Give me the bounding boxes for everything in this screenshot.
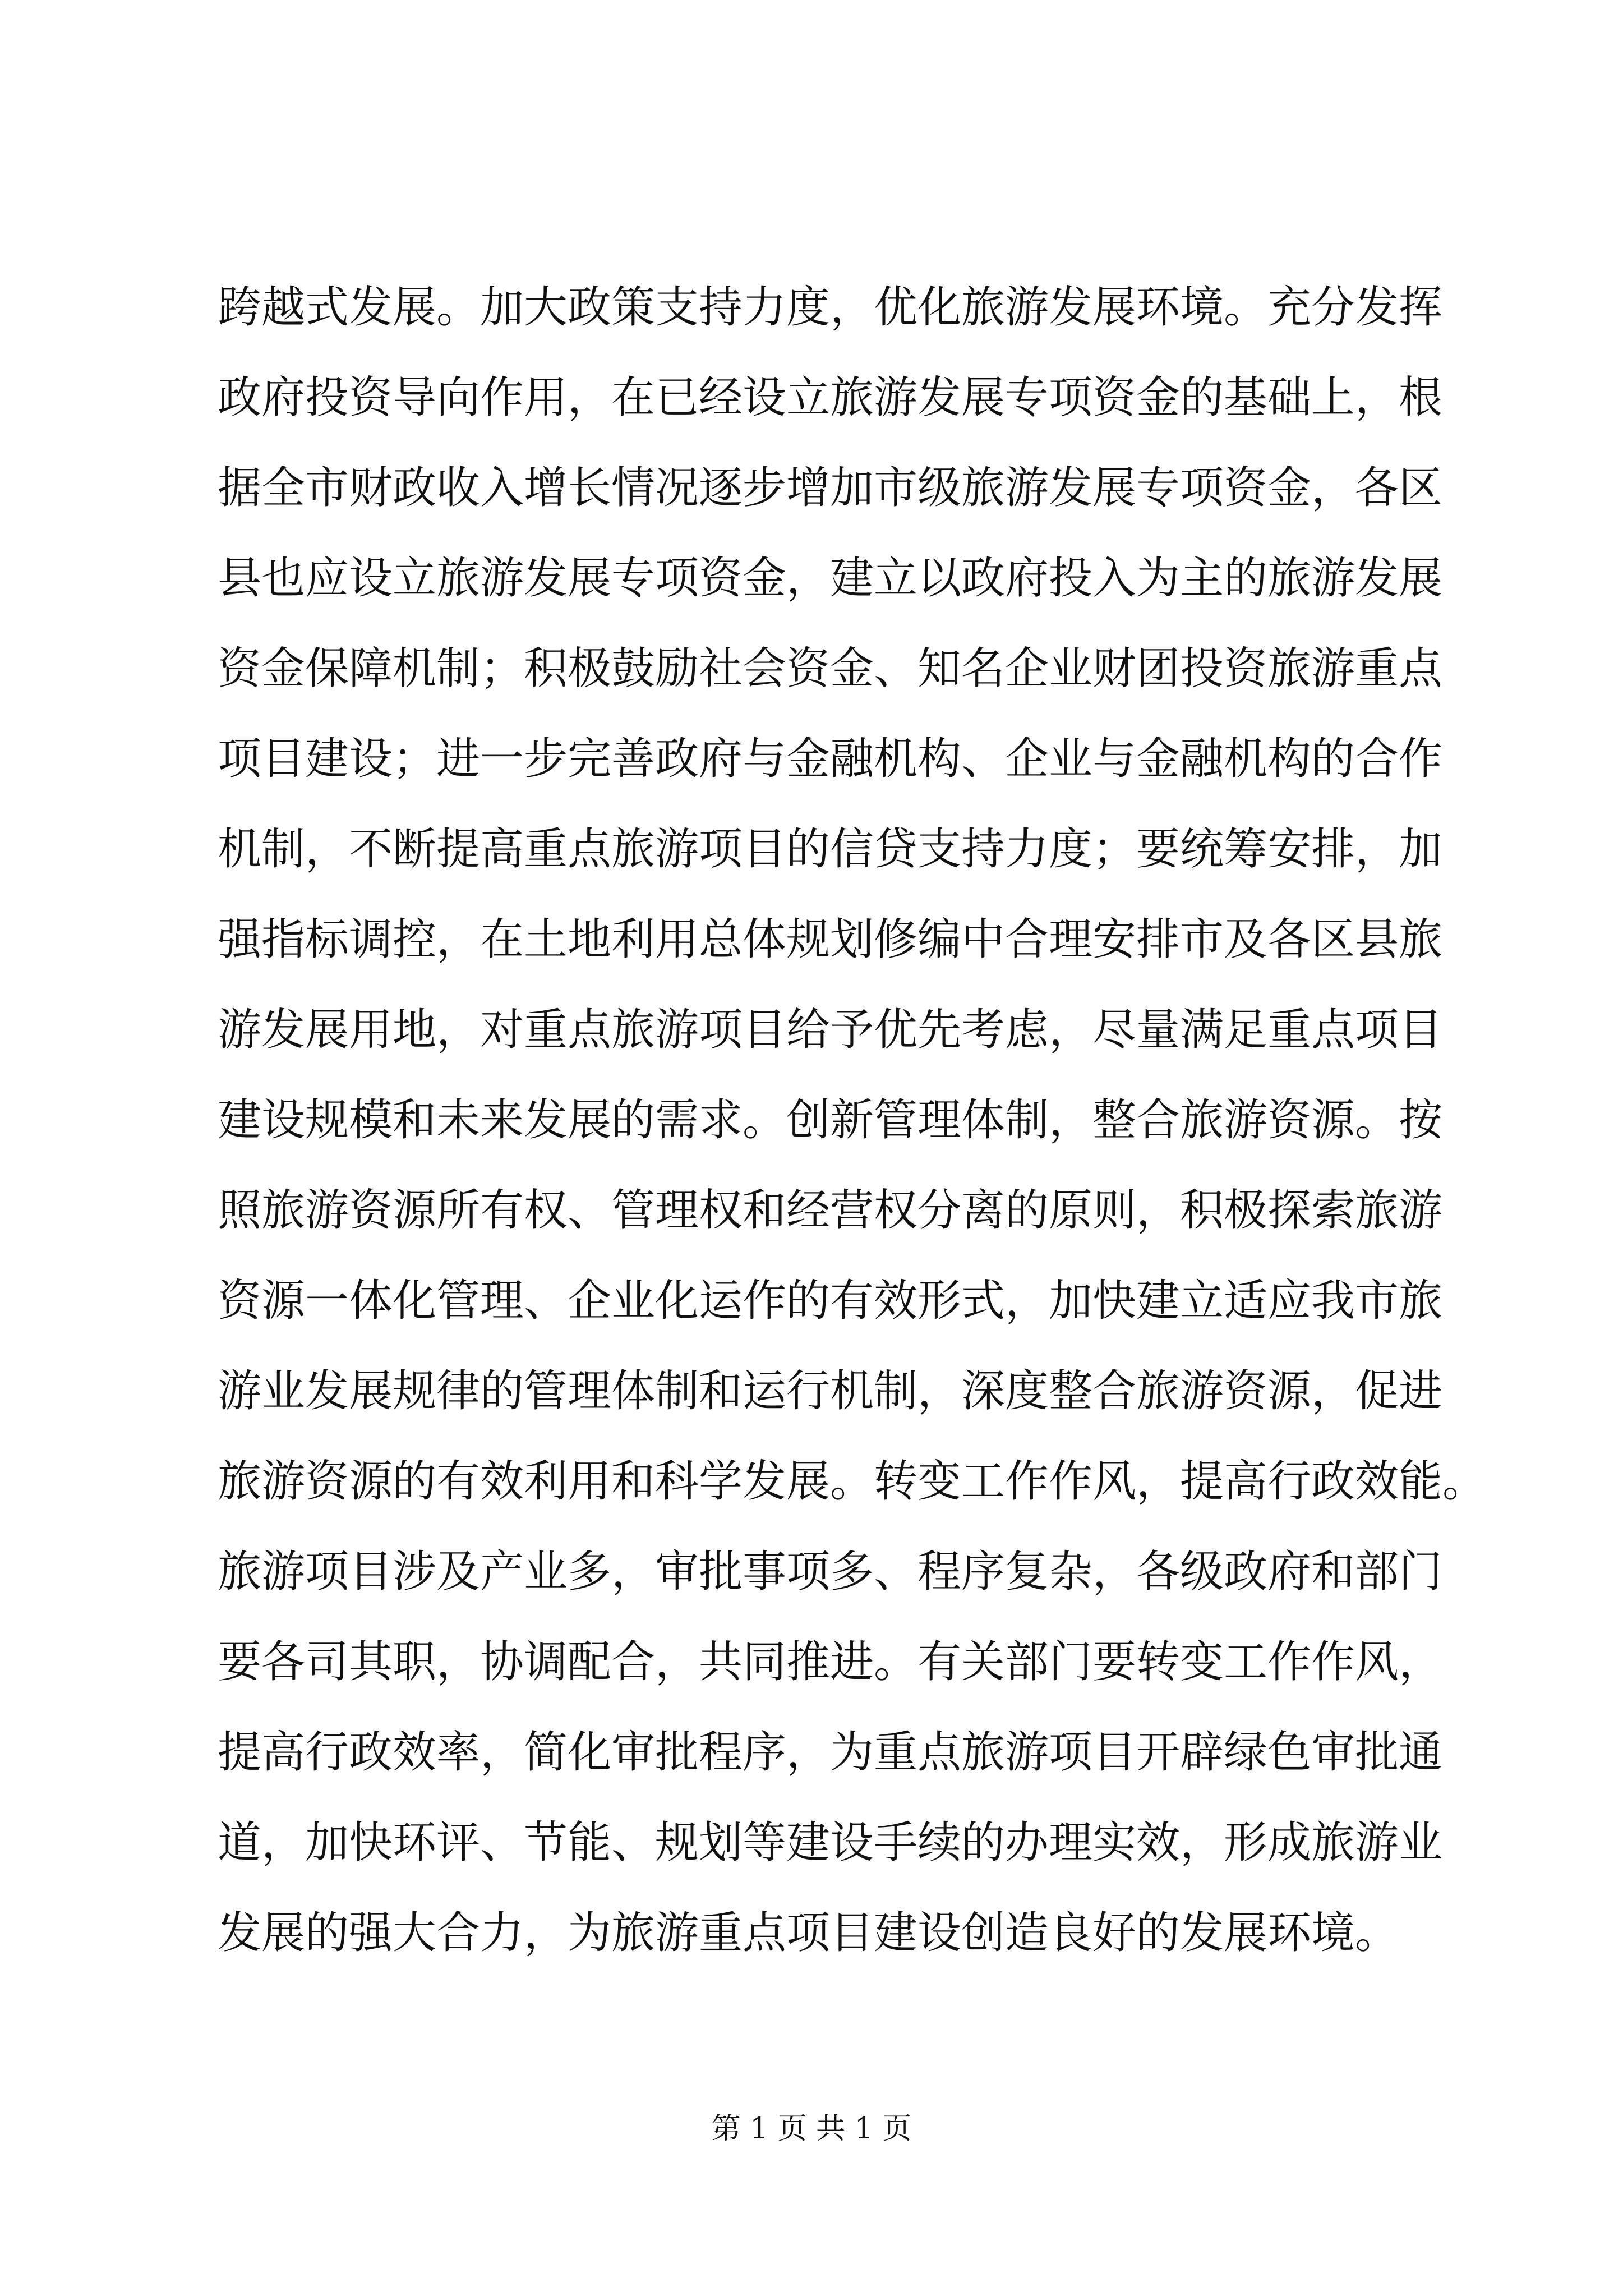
text-line: 建设规模和未来发展的需求。创新管理体制，整合旅游资源。按 (218, 1095, 1443, 1145)
text-line: 游发展用地，对重点旅游项目给予优先考虑，尽量满足重点项目 (218, 1005, 1443, 1055)
text-line: 资金保障机制；积极鼓励社会资金、知名企业财团投资旅游重点 (218, 643, 1443, 694)
text-line: 机制，不断提高重点旅游项目的信贷支持力度；要统筹安排，加 (218, 824, 1443, 875)
text-line: 资源一体化管理、企业化运作的有效形式，加快建立适应我市旅 (218, 1276, 1443, 1326)
text-line: 发展的强大合力，为旅游重点项目建设创造良好的发展环境。 (218, 1908, 1399, 1958)
text-line: 强指标调控，在土地利用总体规划修编中合理安排市及各区县旅 (218, 914, 1443, 965)
text-line: 要各司其职，协调配合，共同推进。有关部门要转变工作作风， (218, 1637, 1443, 1687)
text-line: 旅游项目涉及产业多，审批事项多、程序复杂，各级政府和部门 (218, 1547, 1443, 1597)
page-footer: 第 1 页 共 1 页 (711, 2112, 912, 2146)
text-line: 政府投资导向作用，在已经设立旅游发展专项资金的基础上，根 (218, 372, 1443, 423)
text-line: 项目建设；进一步完善政府与金融机构、企业与金融机构的合作 (218, 734, 1443, 784)
text-line: 据全市财政收入增长情况逐步增加市级旅游发展专项资金，各区 (218, 463, 1443, 513)
text-line: 游业发展规律的管理体制和运行机制，深度整合旅游资源，促进 (218, 1366, 1443, 1416)
text-line: 县也应设立旅游发展专项资金，建立以政府投入为主的旅游发展 (218, 553, 1443, 604)
text-line: 提高行政效率，简化审批程序，为重点旅游项目开辟绿色审批通 (218, 1727, 1443, 1778)
text-line: 照旅游资源所有权、管理权和经营权分离的原则，积极探索旅游 (218, 1185, 1443, 1236)
text-line: 旅游资源的有效利用和科学发展。转变工作作风，提高行政效能。 (218, 1456, 1487, 1507)
body-paragraph (218, 263, 1487, 1978)
text-line: 道，加快环评、节能、规划等建设手续的办理实效，形成旅游业 (218, 1818, 1443, 1868)
text-line: 跨越式发展。加大政策支持力度，优化旅游发展环境。充分发挥 (218, 282, 1443, 333)
